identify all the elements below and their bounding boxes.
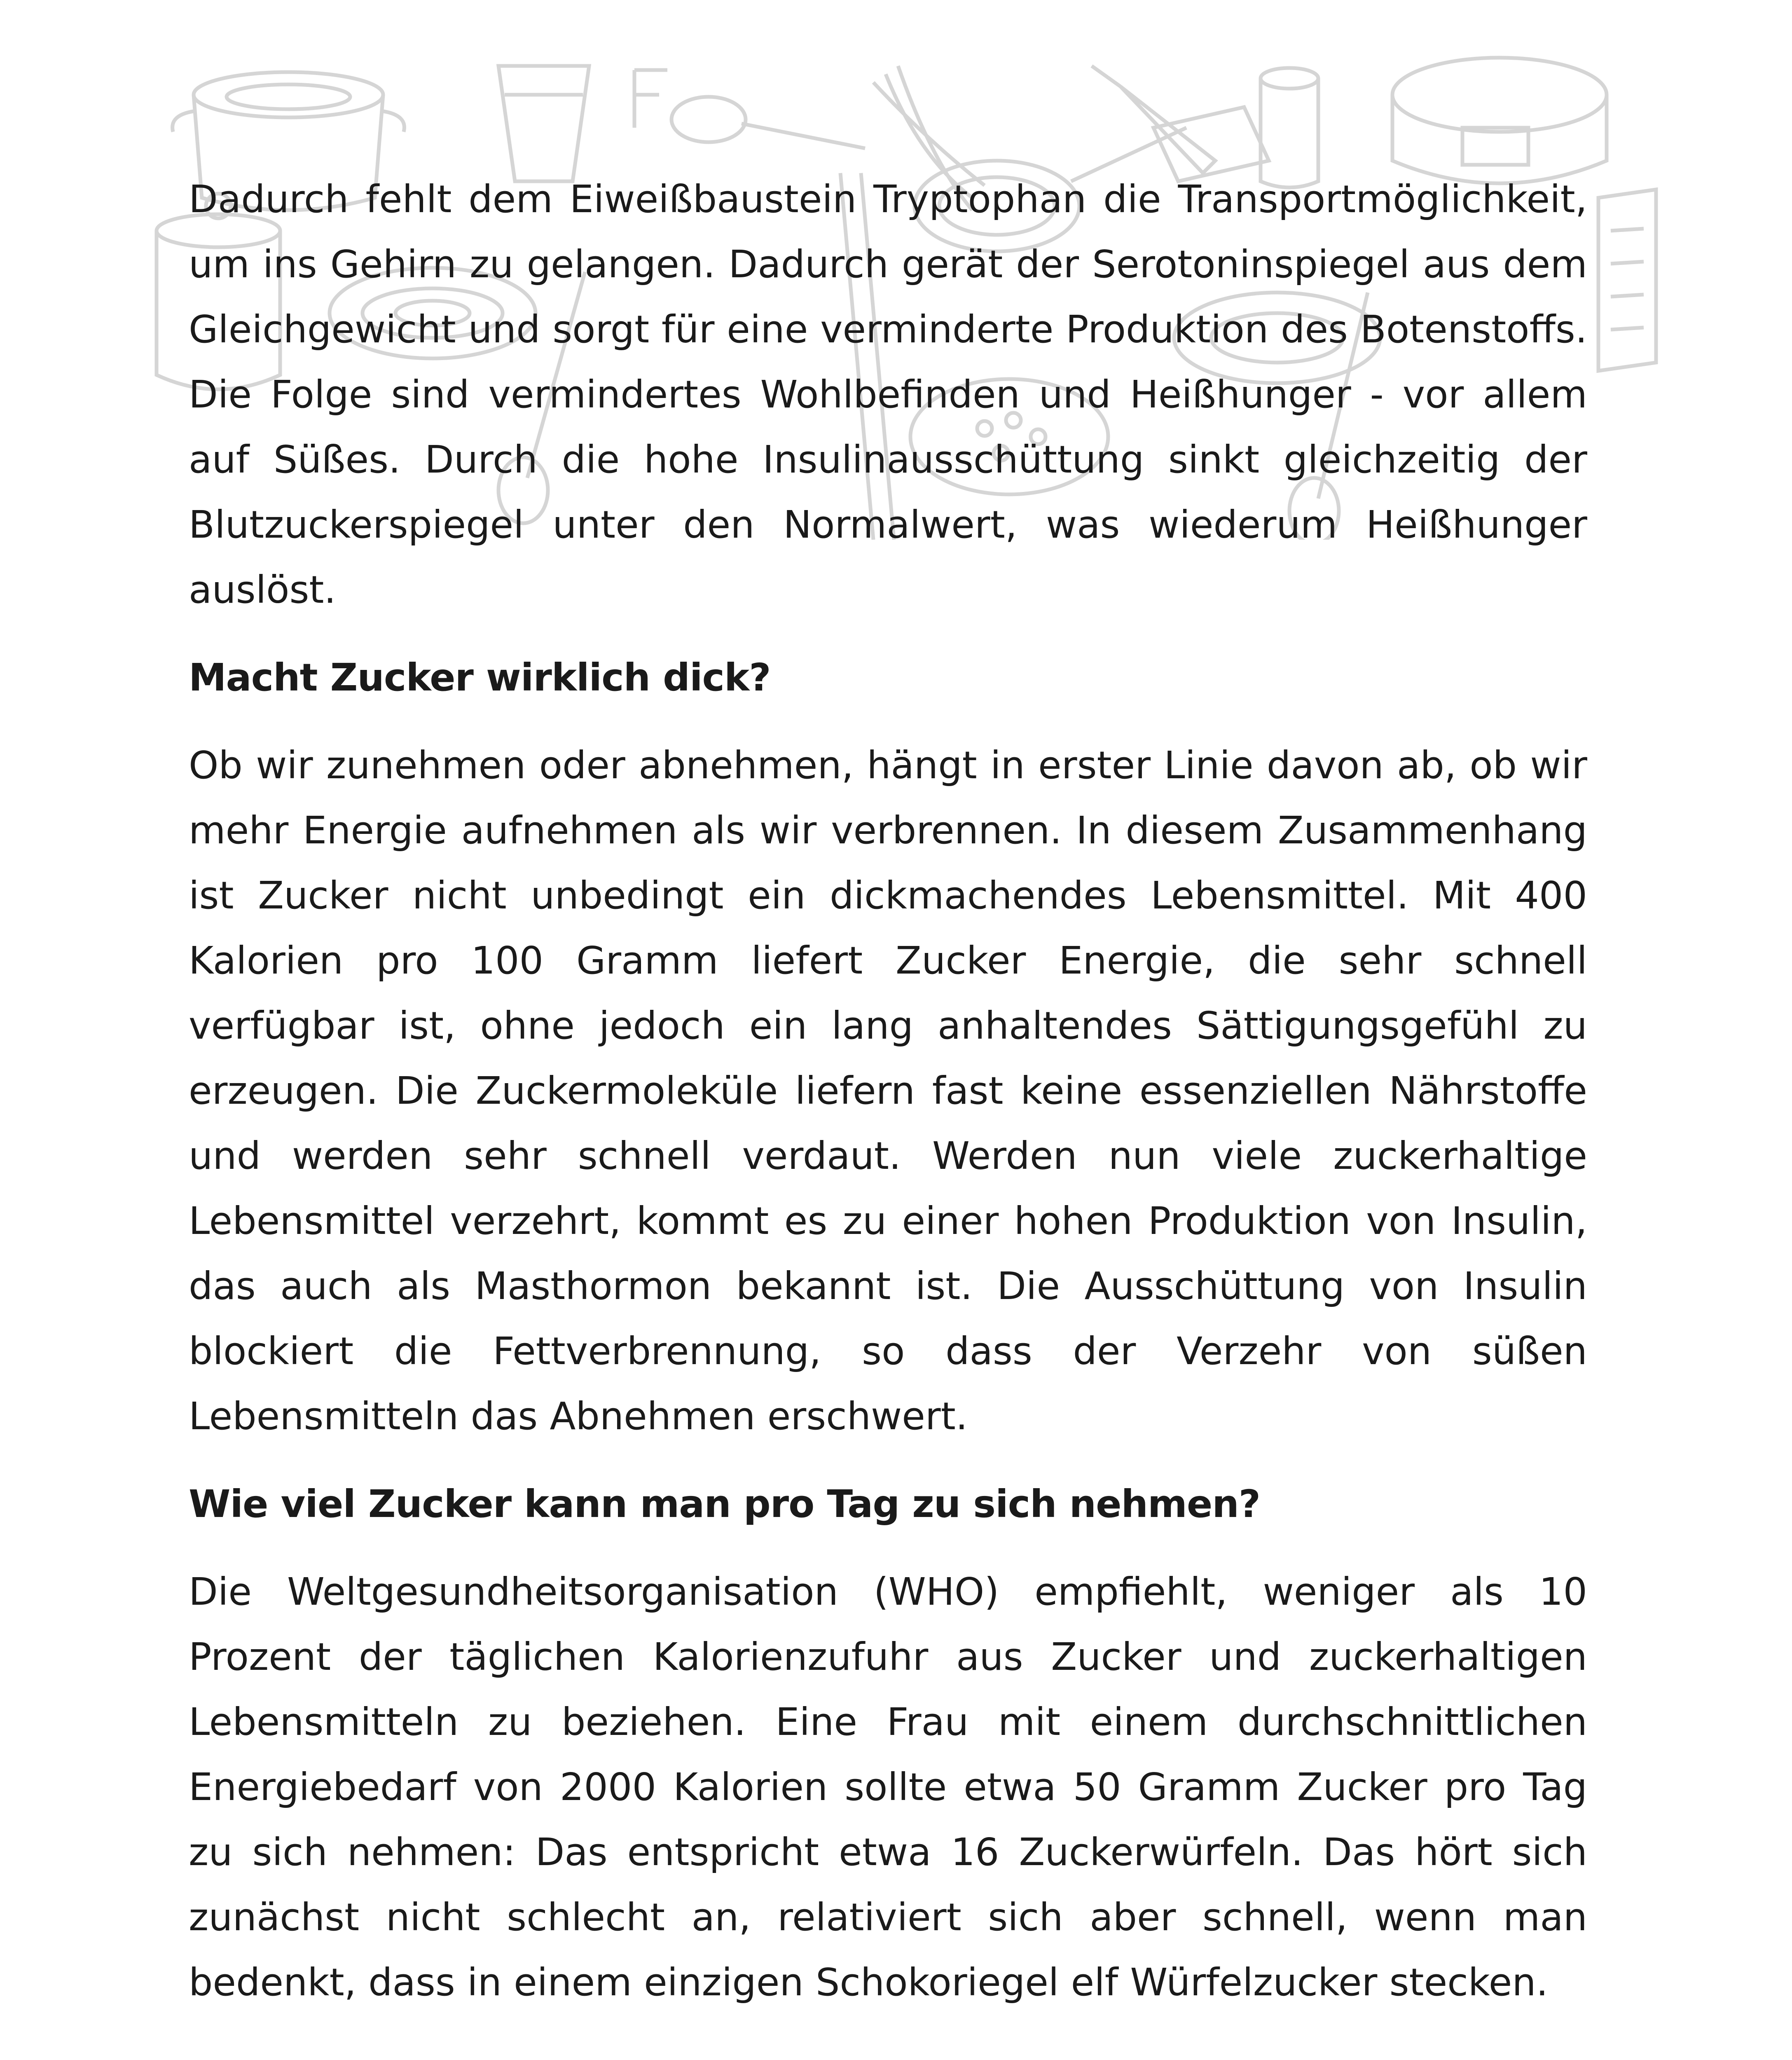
knife-icon	[1092, 66, 1215, 173]
paragraph-who-empfehlung: Die Weltgesundheitsorganisation (WHO) empfiehlt, weniger als 10 Prozent der täglichen Kalorienzufuhr aus Zucker und zuckerhaltigen Lebensmitteln zu beziehen. Eine Frau mit einem durchschnittlichen Energiebedarf von 2000 Kalorien sollte etwa 50 Gramm Zucker pro Tag zu sich nehmen: Das entspricht etwa 16 Zuckerwürfeln. Das hört sich zunächst nicht schlecht an, relativiert sich aber schnell, wenn man bedenkt, dass in einem einzigen Schokoriegel elf Würfelzucker stecken.	[189, 1570, 1587, 2004]
paragraph-tryptophan: Dadurch fehlt dem Eiweißbaustein Tryptophan die Transportmöglichkeit, um ins Gehirn zu gelangen. Dadurch gerät der Serotoninspiegel aus dem Gleichgewicht und sorgt für eine verminderte Produktion des Botenstoffs. Die Folge sind vermindertes Wohlbefinden und Heißhunger - vor allem auf Süßes. Durch die hohe Insulinausschüttung sinkt gleichzeitig der Blutzuckerspiegel unter den Normalwert, was wiederum Heißhunger auslöst.	[189, 177, 1587, 612]
spoon-icon	[671, 97, 865, 148]
paragraph-zucker-dick: Ob wir zunehmen oder abnehmen, hängt in erster Linie davon ab, ob wir mehr Energie aufnehmen als wir verbrennen. In diesem Zusammenhang ist Zucker nicht unbedingt ein dickmachendes Lebensmittel. Mit 400 Kalorien pro 100 Gramm liefert Zucker Energie, die sehr schnell verfügbar ist, ohne jedoch ein lang anhaltendes Sättigungsgefühl zu erzeugen. Die Zuckermoleküle liefern fast keine essenziellen Nährstoffe und werden sehr schnell verdaut. Werden nun viele zuckerhaltige Lebensmittel verzehrt, kommt es zu einer hohen Produktion von Insulin, das auch als Masthormon bekannt ist. Die Ausschüttung von Insulin blockiert die Fettverbrennung, so dass der Verzehr von süßen Lebensmitteln das Abnehmen erschwert.	[189, 743, 1587, 1438]
glass-icon	[498, 66, 589, 181]
heading-zucker-pro-tag: Wie viel Zucker kann man pro Tag zu sich nehmen?	[189, 1482, 1261, 1526]
heading-macht-zucker-dick: Macht Zucker wirklich dick?	[189, 655, 771, 700]
cake-ring-icon	[1392, 58, 1607, 183]
sketch-mark	[634, 70, 667, 128]
main-content	[189, 167, 1587, 2015]
grater-icon	[1598, 190, 1656, 371]
